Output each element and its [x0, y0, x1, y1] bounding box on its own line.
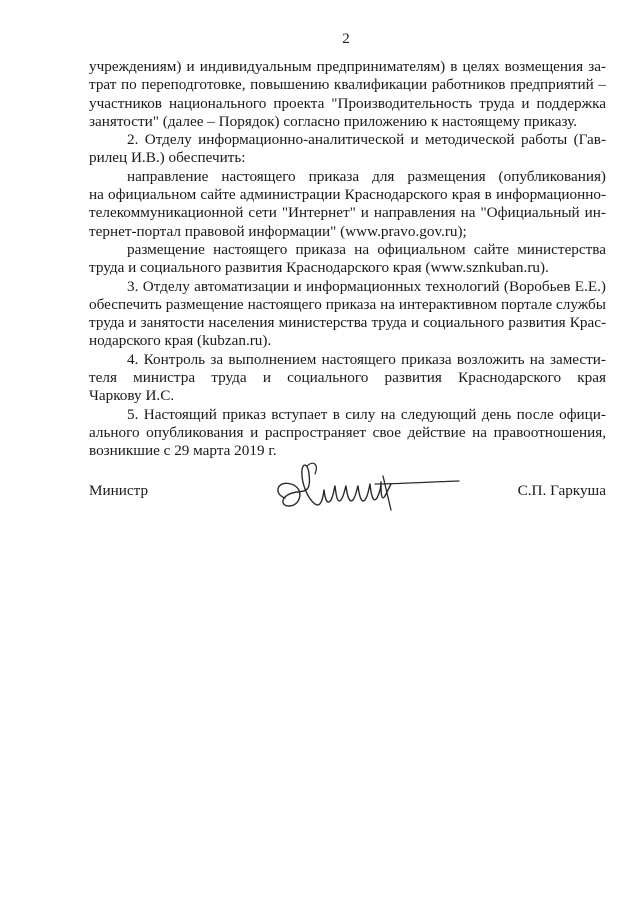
page-number: 2	[342, 31, 350, 47]
signatory-title: Министр	[89, 482, 149, 499]
text-line: трат по переподготовке, повышению квалификации работников предприятий –	[89, 76, 606, 94]
text-line: 3. Отделу автоматизации и информационных технологий (Воробьев Е.Е.)	[127, 277, 606, 295]
text-line: нодарского края (kubzan.ru).	[89, 332, 272, 350]
text-line: теля министра труда и социального развития Краснодарского края	[89, 369, 606, 387]
document-body	[89, 58, 606, 461]
paragraph	[89, 406, 606, 461]
text-line: обеспечить размещение настоящего приказа на интерактивном портале службы	[89, 295, 606, 313]
text-line: на официальном сайте администрации Краснодарского края в информационно-	[89, 186, 606, 204]
paragraph	[89, 278, 606, 351]
text-line: Чаркову И.С.	[89, 387, 175, 405]
paragraph	[89, 131, 606, 168]
text-line: труда и занятости населения министерства труда и социального развития Крас-	[89, 314, 606, 332]
text-line: направление настоящего приказа для размещения (опубликования)	[127, 167, 606, 185]
text-line: труда и социального развития Краснодарского края (www.sznkuban.ru).	[89, 259, 549, 277]
text-line: участников национального проекта "Производительность труда и поддержка	[89, 94, 606, 112]
text-line: 2. Отделу информационно-аналитической и методической работы (Гав-	[127, 131, 606, 149]
paragraph	[89, 168, 606, 241]
paragraph	[89, 241, 606, 278]
text-line: телекоммуникационной сети "Интернет" и направления на "Официальный ин-	[89, 204, 606, 222]
handwritten-signature	[267, 454, 467, 524]
paragraph	[89, 58, 606, 131]
text-line: тернет-портал правовой информации" (www.pravo.gov.ru);	[89, 222, 467, 240]
text-line: ального опубликования и распространяет свое действие на правоотношения,	[89, 423, 606, 441]
text-line: учреждениям) и индивидуальным предпринимателям) в целях возмещения за-	[89, 58, 606, 75]
signatory-name: С.П. Гаркуша	[517, 482, 606, 499]
text-line: 5. Настоящий приказ вступает в силу на следующий день после офици-	[127, 405, 606, 423]
text-line: занятости" (далее – Порядок) согласно приложению к настоящему приказу.	[89, 112, 578, 130]
text-line: 4. Контроль за выполнением настоящего приказа возложить на замести-	[127, 350, 606, 368]
paragraph	[89, 351, 606, 406]
text-line: размещение настоящего приказа на официальном сайте министерства	[127, 240, 606, 258]
text-line: возникшие с 29 марта 2019 г.	[89, 442, 277, 460]
text-line: рилец И.В.) обеспечить:	[89, 149, 246, 167]
signature-block	[89, 474, 606, 534]
